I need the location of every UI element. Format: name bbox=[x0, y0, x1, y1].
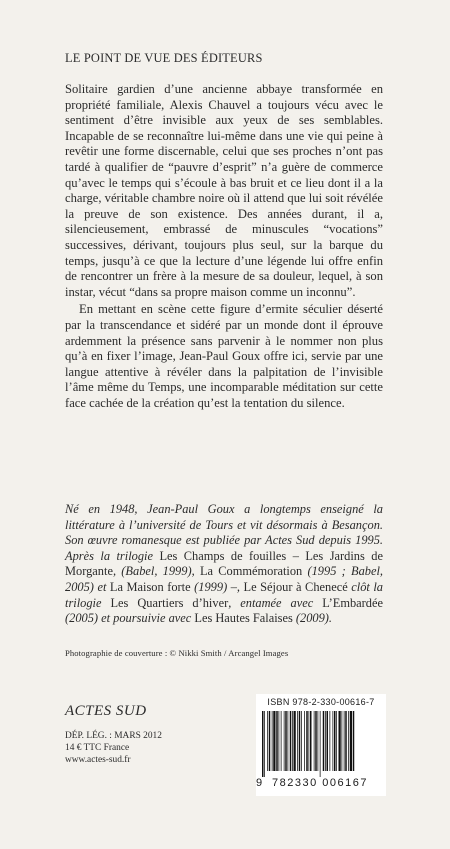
isbn-label: ISBN 978-2-330-00616-7 bbox=[267, 697, 375, 707]
barcode-bar bbox=[350, 711, 352, 771]
barcode-bar bbox=[279, 711, 280, 771]
barcode-bar bbox=[276, 711, 278, 771]
section-heading: LE POINT DE VUE DES ÉDITEURS bbox=[65, 51, 263, 65]
legal-deposit: DÉP. LÉG. : MARS 2012 bbox=[65, 731, 162, 741]
bio-text: Né en 1948, Jean-Paul Goux a longtemps enseigné la littérature à l’université de Tours et vit désormais à Besançon. Son œuvre romanesque est publiée par Actes Sud depuis 1995. Après la trilogie bbox=[65, 502, 383, 563]
barcode-bar bbox=[264, 711, 265, 777]
bio-text: (2005) et poursuivie avec bbox=[65, 611, 195, 626]
book-title: Le Séjour à Chenecé bbox=[243, 579, 348, 594]
book-title: L’Embardée bbox=[322, 595, 383, 610]
barcode-bar bbox=[320, 711, 321, 777]
barcode-bar bbox=[294, 711, 296, 771]
price: 14 € TTC France bbox=[65, 743, 130, 753]
barcode-bar bbox=[290, 711, 292, 771]
barcode-bar bbox=[318, 711, 319, 771]
book-title: La Commémoration bbox=[199, 564, 303, 579]
barcode-bar bbox=[348, 711, 349, 771]
barcode-bar bbox=[334, 711, 336, 771]
barcode-bar bbox=[288, 711, 289, 771]
barcode-bar bbox=[285, 711, 287, 771]
barcode-bar bbox=[353, 711, 355, 771]
bio-text: – bbox=[286, 548, 306, 563]
barcode-bar bbox=[314, 711, 315, 771]
book-title: La Maison forte bbox=[109, 579, 191, 594]
barcode-bar bbox=[345, 711, 347, 771]
barcode-bar bbox=[281, 711, 282, 771]
barcode-bar bbox=[325, 711, 326, 771]
book-title: Les Hautes Falaises bbox=[194, 611, 293, 626]
bio-text: , entamée avec bbox=[228, 595, 323, 610]
synopsis-paragraph-2: En mettant en scène cette figure d’ermite séculier déserté par la transcendance et sidéré par un monde dont il éprouve ardemment la présence sans parvenir à le nommer non plus qu’à en fixer l’image, Jean-Paul Goux offre ici, servie par une langue attentive à révéler dans la palpitation de l’invisible l’âme même du Temps, une incomparable méditation sur cette face cachée de la création qu’est la tentation du silence. bbox=[65, 302, 383, 410]
bio-text: (2009). bbox=[292, 611, 333, 626]
barcode-bar bbox=[304, 711, 305, 771]
barcode-bar bbox=[301, 711, 302, 771]
book-title: Les Jardins de Morgante bbox=[65, 548, 383, 579]
barcode-bar bbox=[336, 711, 337, 771]
barcode-bar bbox=[267, 711, 268, 771]
barcode-bar bbox=[344, 711, 345, 771]
barcode-bar bbox=[330, 711, 331, 771]
publisher-name: ACTES SUD bbox=[65, 703, 147, 719]
barcode-bar bbox=[333, 711, 334, 771]
barcode-bar bbox=[262, 711, 264, 777]
barcode-bar bbox=[323, 711, 325, 771]
synopsis bbox=[65, 82, 383, 411]
barcode-bar bbox=[284, 711, 285, 771]
barcode-bar bbox=[309, 711, 310, 771]
barcode-bar bbox=[306, 711, 308, 771]
photo-credit: Photographie de couverture : © Nikki Smith / Arcangel Images bbox=[65, 648, 289, 658]
barcode-bar bbox=[269, 711, 271, 771]
barcode-bar bbox=[339, 711, 341, 771]
bio-text: (1999) –, bbox=[190, 579, 244, 594]
bio-text: clôt la trilogie bbox=[65, 579, 383, 610]
author-bio bbox=[65, 502, 383, 627]
barcode-bar bbox=[297, 711, 298, 771]
book-title: Les Quartiers d’hiver bbox=[110, 595, 229, 610]
publication-info bbox=[65, 730, 162, 766]
barcode-bar bbox=[292, 711, 293, 771]
barcode-bar bbox=[310, 711, 312, 771]
barcode-digit-groups: 782330 006167 bbox=[272, 777, 368, 789]
isbn-block bbox=[256, 694, 386, 796]
bio-text: (1995 ; Babel, 2005) et bbox=[65, 564, 384, 594]
website: www.actes-sud.fr bbox=[65, 755, 131, 765]
barcode-bar bbox=[272, 711, 273, 771]
book-title: Les Champs de fouilles bbox=[159, 548, 287, 563]
barcode-icon bbox=[262, 711, 380, 777]
barcode-first-digit: 9 bbox=[256, 777, 263, 789]
synopsis-paragraph-1: Solitaire gardien d’une ancienne abbaye transformée en propriété familiale, Alexis Chauvel a toujours vécu avec le sentiment d’être invisible aux yeux de ses semblables. Incapable de se reconnaître lui-même dans une vie qui peine à revêtir une forme discernable, celui que ses proches n’ont pas tardé à qualifier de “pauvre d’esprit” n’a guère de commerce qu’avec le temps qui s’écoule à bas bruit et ce lieu dont il a la charge, véritable chambre noire où il attend que lui soit révélée la preuve de son existence. Des années durant, il a, silencieusement, embrassé de minuscules “vocations” successives, dérivant, toujours plus seul, sur la barque du temps, jusqu’à ce que la lecture d’une légende lui offre enfin de rencontrer un frère à la mesure de sa douleur, lequel, à son instar, vécut “dans sa propre maison comme un inconnu”. bbox=[65, 82, 383, 299]
barcode-bar bbox=[315, 711, 317, 771]
barcode-bar bbox=[299, 711, 301, 771]
barcode-bar bbox=[273, 711, 275, 771]
bio-text: , (Babel, 1999), bbox=[112, 564, 200, 579]
barcode-bar bbox=[327, 711, 329, 771]
barcode-bar bbox=[342, 711, 343, 771]
